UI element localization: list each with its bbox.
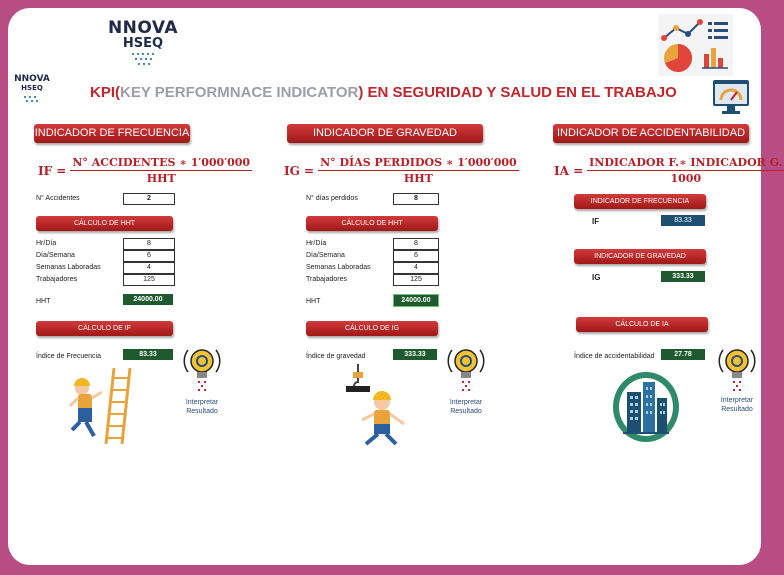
header-frecuencia: INDICADOR DE FRECUENCIA — [34, 124, 190, 143]
input-n-accidentes[interactable]: 2 — [123, 193, 175, 205]
city-buildings-icon — [611, 370, 681, 444]
value-hht-1: 24000.00 — [123, 294, 173, 305]
input-n-dias-perdidos[interactable]: 8 — [393, 193, 439, 205]
input-trabajadores-1[interactable]: 125 — [123, 274, 175, 286]
label-hr-dia-2: Hr/Día — [306, 240, 327, 247]
label-indice-gravedad: Índice de gravedad — [306, 353, 366, 360]
formula-if-den: HHT — [146, 172, 176, 185]
input-dia-semana-1[interactable]: 6 — [123, 250, 175, 262]
header-calculo-if: CÁLCULO DE IF — [36, 321, 173, 336]
interp-3-line1: Interpretar — [720, 397, 754, 404]
value-sub-if: 83.33 — [661, 215, 705, 226]
label-indice-frecuencia: Índice de Frecuencia — [36, 353, 101, 360]
input-hr-dia-1[interactable]: 8 — [123, 238, 175, 250]
formula-ig-lhs: IG = — [284, 163, 315, 178]
formula-ig-num: N° DÍAS PERDIDOS ∗ 1′000′000 — [320, 156, 517, 169]
header-accidentabilidad: INDICADOR DE ACCIDENTABILIDAD — [553, 124, 749, 143]
label-trabajadores-1: Trabajadores — [36, 276, 77, 283]
label-indice-accidentabilidad: Índice de accidentabilidad — [574, 353, 655, 360]
label-hr-dia-1: Hr/Día — [36, 240, 57, 247]
header-sub-gravedad: INDICADOR DE GRAVEDAD — [574, 249, 706, 264]
input-semanas-1[interactable]: 4 — [123, 262, 175, 274]
header-calculo-hht-2: CÁLCULO DE HHT — [306, 216, 438, 231]
worker-hook-icon — [338, 364, 414, 448]
header-calculo-hht-1: CÁLCULO DE HHT — [36, 216, 173, 231]
logo-line1: NNOVA — [107, 18, 179, 38]
header-calculo-ia: CÁLCULO DE IA — [576, 317, 708, 332]
value-hht-2: 24000.00 — [393, 294, 439, 307]
label-semanas-1: Semanas Laboradas — [36, 264, 101, 271]
header-gravedad: INDICADOR DE GRAVEDAD — [287, 124, 483, 143]
label-n-dias-perdidos: N° días perdidos — [306, 195, 358, 202]
formula-ia-lhs: IA = — [554, 163, 584, 178]
formula-ig-den: HHT — [403, 172, 433, 185]
lightbulb-icon-1[interactable] — [184, 342, 220, 394]
analytics-chart-icon — [658, 14, 733, 76]
formula-ia-num: INDICADOR F.∗ INDICADOR G. — [589, 156, 783, 169]
input-trabajadores-2[interactable]: 125 — [393, 274, 439, 286]
lightbulb-icon-2[interactable] — [448, 342, 484, 394]
title-grey: KEY PERFORMNACE INDICATOR — [120, 84, 359, 101]
logo-small-circuit-icon — [22, 95, 42, 105]
lightbulb-icon-3[interactable] — [719, 342, 755, 394]
formula-if-fraction — [70, 156, 252, 185]
header-calculo-ig: CÁLCULO DE IG — [306, 321, 438, 336]
formula-ia — [554, 156, 784, 185]
header-sub-frecuencia: INDICADOR DE FRECUENCIA — [574, 194, 706, 209]
label-hht-1: HHT — [36, 298, 51, 305]
worker-ladder-icon — [64, 364, 144, 446]
formula-if — [38, 156, 252, 185]
input-semanas-2[interactable]: 4 — [393, 262, 439, 274]
input-dia-semana-2[interactable]: 6 — [393, 250, 439, 262]
formula-if-num: N° ACCIDENTES ∗ 1′000′000 — [72, 156, 251, 169]
formula-ig-fraction — [318, 156, 519, 185]
page-frame — [8, 8, 783, 565]
label-dia-semana-1: Día/Semana — [36, 252, 75, 259]
value-indice-accidentabilidad: 27.78 — [661, 349, 705, 360]
logo-small-line2: HSEQ — [21, 84, 43, 92]
interpretar-resultado-3[interactable] — [715, 396, 759, 414]
label-trabajadores-2: Trabajadores — [306, 276, 347, 283]
nnova-logo-small — [12, 74, 52, 110]
label-hht-2: HHT — [306, 298, 321, 305]
value-sub-ig: 333.33 — [661, 271, 705, 282]
logo-circuit-icon — [128, 51, 158, 69]
label-sub-if: IF — [592, 217, 600, 226]
nnova-logo — [101, 18, 185, 76]
logo-small-line1: NNOVA — [14, 74, 50, 84]
page-title — [90, 84, 677, 101]
title-suffix: ) EN SEGURIDAD Y SALUD EN EL TRABAJO — [358, 84, 677, 101]
interpretar-resultado-1[interactable] — [180, 398, 224, 416]
label-n-accidentes: N° Accidentes — [36, 195, 80, 202]
label-dia-semana-2: Día/Semana — [306, 252, 345, 259]
value-indice-frecuencia: 83.33 — [123, 349, 173, 360]
value-indice-gravedad: 333.33 — [393, 349, 437, 360]
interp-1-line2: Resultado — [186, 408, 218, 415]
formula-ia-fraction — [587, 156, 784, 185]
monitor-gauge-icon — [711, 78, 751, 118]
interpretar-resultado-2[interactable] — [444, 398, 488, 416]
interp-1-line1: Interpretar — [185, 399, 219, 406]
title-prefix: KPI( — [90, 84, 120, 101]
interp-2-line2: Resultado — [450, 408, 482, 415]
formula-ia-den: 1000 — [670, 172, 702, 185]
logo-line2: HSEQ — [122, 36, 164, 51]
interp-2-line1: Interpretar — [449, 399, 483, 406]
interp-3-line2: Resultado — [721, 406, 753, 413]
label-semanas-2: Semanas Laboradas — [306, 264, 371, 271]
formula-ig — [284, 156, 519, 185]
input-hr-dia-2[interactable]: 8 — [393, 238, 439, 250]
label-sub-ig: IG — [592, 273, 601, 282]
formula-if-lhs: IF = — [38, 163, 67, 178]
